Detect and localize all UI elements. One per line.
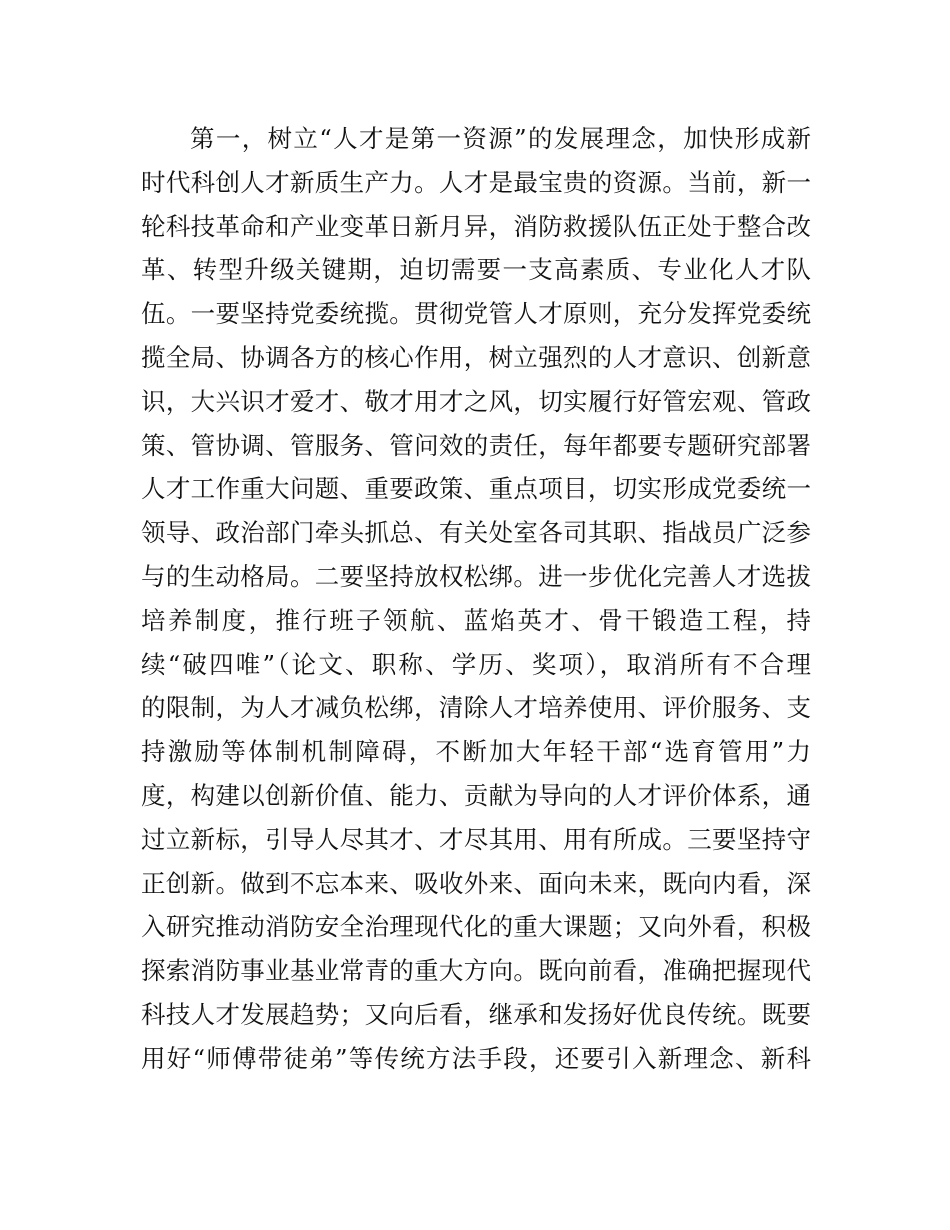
- text-line: 揽全局、协调各方的核心作用，树立强烈的人才意识、创新意: [141, 342, 811, 372]
- text-line: 的限制，为人才减负松绑，清除人才培养使用、评价服务、支: [141, 693, 811, 723]
- text-line: 度，构建以创新价值、能力、贡献为导向的人才评价体系，通: [141, 780, 811, 810]
- body-paragraph: [141, 117, 811, 1081]
- text-line: 探索消防事业基业常青的重大方向。既向前看，准确把握现代: [141, 956, 811, 986]
- text-line: 轮科技革命和产业变革日新月异，消防救援队伍正处于整合改: [141, 211, 811, 241]
- text-line: 持激励等体制机制障碍，不断加大年轻干部“选育管用”力: [141, 737, 811, 767]
- text-line: 入研究推动消防安全治理现代化的重大课题；又向外看，积极: [141, 912, 811, 942]
- text-line: 第一，树立“人才是第一资源”的发展理念，加快形成新: [190, 124, 811, 153]
- text-line: 领导、政治部门牵头抓总、有关处室各司其职、指战员广泛参: [141, 518, 811, 548]
- text-line: 革、转型升级关键期，迫切需要一支高素质、专业化人才队: [141, 255, 811, 285]
- text-line: 人才工作重大问题、重要政策、重点项目，切实形成党委统一: [141, 474, 811, 504]
- text-line: 策、管协调、管服务、管问效的责任，每年都要专题研究部署: [141, 430, 811, 460]
- text-line: 过立新标，引导人尽其才、才尽其用、用有所成。三要坚持守: [141, 824, 811, 854]
- text-line: 续“破四唯”（论文、职称、学历、奖项），取消所有不合理: [141, 649, 811, 679]
- text-line: 正创新。做到不忘本来、吸收外来、面向未来，既向内看，深: [141, 868, 811, 898]
- text-line: 培养制度，推行班子领航、蓝焰英才、骨干锻造工程，持: [141, 605, 811, 635]
- text-line: 科技人才发展趋势；又向后看，继承和发扬好优良传统。既要: [141, 999, 811, 1029]
- text-line: 用好“师傅带徒弟”等传统方法手段，还要引入新理念、新科: [141, 1043, 811, 1073]
- text-line: 伍。一要坚持党委统揽。贯彻党管人才原则，充分发挥党委统: [141, 299, 811, 329]
- text-line: 时代科创人才新质生产力。人才是最宝贵的资源。当前，新一: [141, 167, 811, 197]
- text-line: 与的生动格局。二要坚持放权松绑。进一步优化完善人才选拔: [141, 561, 811, 591]
- text-line: 识，大兴识才爱才、敬才用才之风，切实履行好管宏观、管政: [141, 386, 811, 416]
